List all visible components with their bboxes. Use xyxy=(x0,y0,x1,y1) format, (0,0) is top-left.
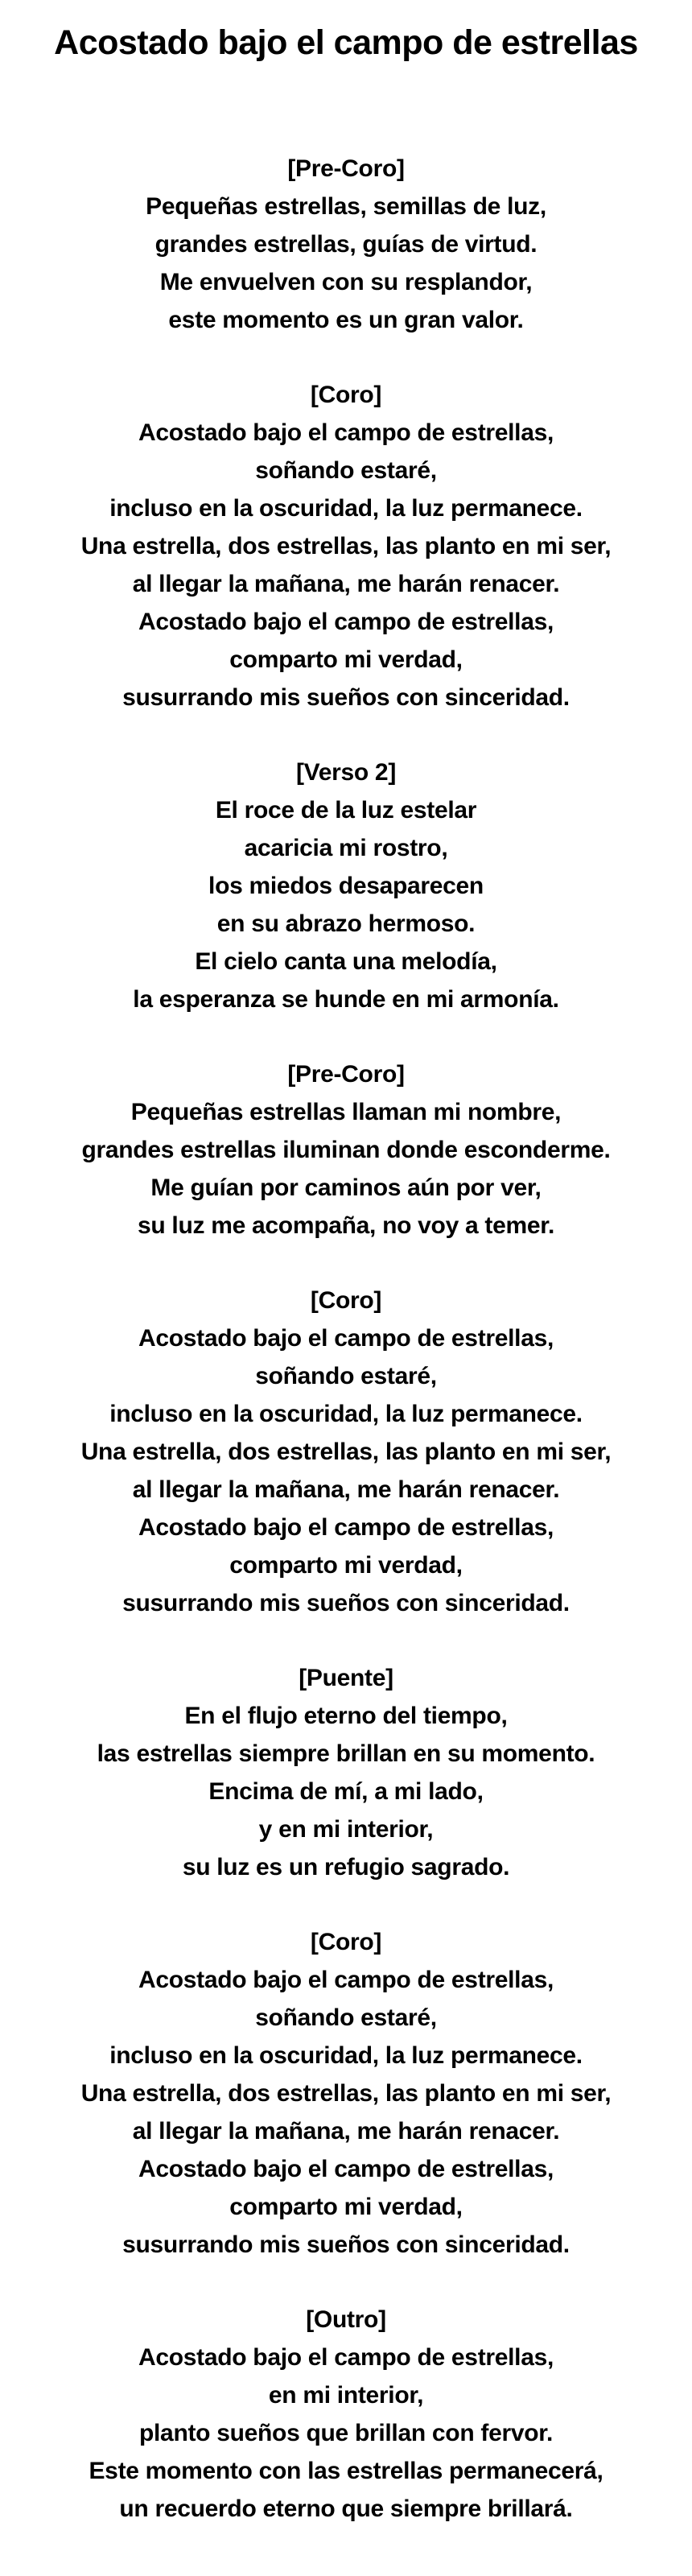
lyric-line: Acostado bajo el campo de estrellas, xyxy=(138,2343,554,2371)
lyric-line: planto sueños que brillan con fervor. xyxy=(139,2419,553,2446)
lyric-line: grandes estrellas, guías de virtud. xyxy=(154,230,538,258)
lyric-line: al llegar la mañana, me harán renacer. xyxy=(132,1476,560,1503)
section-label: [Verso 2] xyxy=(295,758,397,786)
section-label: [Puente] xyxy=(299,1664,393,1691)
lyric-line: Una estrella, dos estrellas, las planto en mi ser, xyxy=(80,1438,612,1465)
lyric-line: Acostado bajo el campo de estrellas, xyxy=(138,2155,554,2182)
lyric-line: su luz es un refugio sagrado. xyxy=(182,1853,510,1880)
section-label: [Coro] xyxy=(310,1928,382,1955)
lyric-section xyxy=(0,1659,692,1886)
section-label: [Coro] xyxy=(310,381,382,408)
lyric-line: su luz me acompaña, no voy a temer. xyxy=(137,1212,555,1239)
lyric-line: incluso en la oscuridad, la luz permanece. xyxy=(109,2041,583,2069)
lyric-line: Pequeñas estrellas llaman mi nombre, xyxy=(130,1098,562,1125)
lyric-line: Acostado bajo el campo de estrellas, xyxy=(138,1324,554,1352)
lyric-line: Una estrella, dos estrellas, las planto en mi ser, xyxy=(80,2079,612,2107)
song-title: Acostado bajo el campo de estrellas xyxy=(54,23,638,62)
lyric-section xyxy=(0,1055,692,1245)
lyric-line: en mi interior, xyxy=(268,2381,424,2409)
lyric-line: Encima de mí, a mi lado, xyxy=(208,1777,484,1805)
section-label: [Coro] xyxy=(310,1286,382,1314)
lyric-line: soñando estaré, xyxy=(255,456,437,484)
lyric-line: Pequeñas estrellas, semillas de luz, xyxy=(146,192,546,220)
lyric-section xyxy=(0,1282,692,1622)
section-label: [Outro] xyxy=(306,2306,386,2333)
lyric-line: este momento es un gran valor. xyxy=(168,306,524,333)
lyric-line: los miedos desaparecen xyxy=(208,872,484,899)
lyric-line: En el flujo eterno del tiempo, xyxy=(184,1702,508,1729)
lyric-line: Acostado bajo el campo de estrellas, xyxy=(138,1966,554,1993)
lyric-line: comparto mi verdad, xyxy=(229,1551,463,1579)
lyric-line: Una estrella, dos estrellas, las planto en mi ser, xyxy=(80,532,612,559)
lyric-line: Me guían por caminos aún por ver, xyxy=(150,1174,542,1201)
lyric-section xyxy=(0,1923,692,2264)
lyric-section xyxy=(0,2301,692,2528)
lyric-line: El cielo canta una melodía, xyxy=(195,947,497,975)
lyric-line: Acostado bajo el campo de estrellas, xyxy=(138,419,554,446)
lyric-line: y en mi interior, xyxy=(258,1815,434,1843)
lyric-line: la esperanza se hunde en mi armonía. xyxy=(133,985,559,1013)
lyric-line: al llegar la mañana, me harán renacer. xyxy=(132,570,560,597)
lyric-line: susurrando mis sueños con sinceridad. xyxy=(122,683,570,711)
lyric-line: un recuerdo eterno que siempre brillará. xyxy=(119,2495,573,2522)
lyric-line: al llegar la mañana, me harán renacer. xyxy=(132,2117,560,2145)
lyric-section xyxy=(0,753,692,1018)
lyric-line: susurrando mis sueños con sinceridad. xyxy=(122,1589,570,1616)
lyric-line: grandes estrellas iluminan donde esconderme. xyxy=(81,1136,611,1163)
lyric-line: Acostado bajo el campo de estrellas, xyxy=(138,608,554,635)
lyric-line: Acostado bajo el campo de estrellas, xyxy=(138,1513,554,1541)
lyric-line: El roce de la luz estelar xyxy=(215,796,477,824)
lyric-line: incluso en la oscuridad, la luz permanece. xyxy=(109,1400,583,1427)
lyric-line: incluso en la oscuridad, la luz permanece. xyxy=(109,494,583,522)
section-label: [Pre-Coro] xyxy=(287,155,405,182)
lyric-line: Me envuelven con su resplandor, xyxy=(159,268,533,295)
lyric-line: en su abrazo hermoso. xyxy=(216,910,476,937)
lyric-section xyxy=(0,150,692,339)
lyric-line: acaricia mi rostro, xyxy=(244,834,448,861)
section-label: [Pre-Coro] xyxy=(287,1060,405,1088)
lyric-line: comparto mi verdad, xyxy=(229,2193,463,2220)
lyric-line: soñando estaré, xyxy=(255,1362,437,1389)
lyric-line: comparto mi verdad, xyxy=(229,646,463,673)
lyric-line: Este momento con las estrellas permanecerá, xyxy=(89,2457,603,2484)
lyrics-body xyxy=(0,150,692,2528)
lyric-line: soñando estaré, xyxy=(255,2004,437,2031)
lyric-line: las estrellas siempre brillan en su momento. xyxy=(97,1740,595,1767)
lyric-section xyxy=(0,376,692,716)
lyric-line: susurrando mis sueños con sinceridad. xyxy=(122,2231,570,2258)
